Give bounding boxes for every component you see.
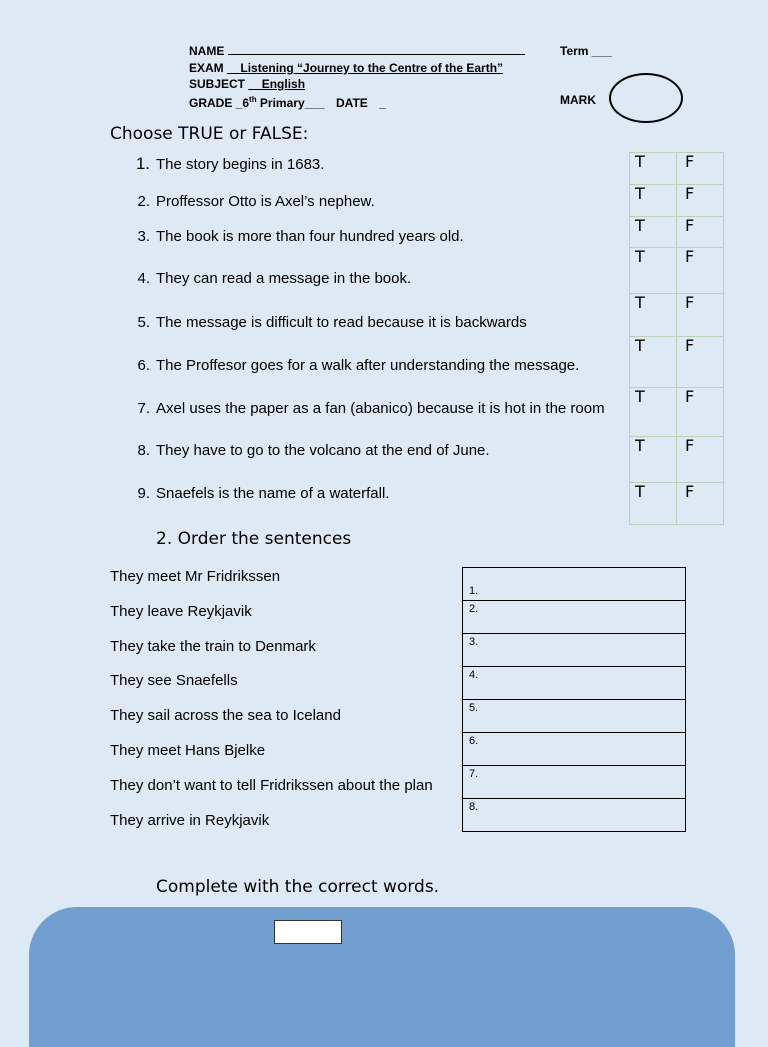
false-label: F bbox=[685, 293, 695, 312]
order-sentence: They meet Hans Bjelke bbox=[110, 742, 266, 759]
order-slot-number: 6. bbox=[469, 735, 479, 747]
question-text: The book is more than four hundred years old. bbox=[156, 228, 464, 245]
true-label: T bbox=[635, 482, 645, 501]
order-sentence: They leave Reykjavik bbox=[110, 602, 252, 620]
order-slot-number: 4. bbox=[469, 669, 479, 681]
true-option[interactable] bbox=[630, 217, 677, 248]
tf-row bbox=[630, 388, 724, 437]
true-label: T bbox=[635, 184, 645, 203]
subject-label: SUBJECT bbox=[189, 77, 246, 91]
subject-value: __English bbox=[248, 77, 306, 91]
question-number: 3. bbox=[137, 228, 150, 245]
false-label: F bbox=[685, 184, 695, 203]
date-value: _ bbox=[379, 96, 386, 110]
question-number: 4. bbox=[137, 270, 150, 287]
question-text: They can read a message in the book. bbox=[156, 270, 412, 287]
tf-row bbox=[630, 248, 724, 294]
grade-rest: Primary___ bbox=[256, 96, 325, 110]
order-sentence: They sail across the sea to Iceland bbox=[110, 707, 341, 725]
name-field bbox=[189, 43, 525, 59]
question-text: They have to go to the volcano at the end of June. bbox=[156, 442, 490, 459]
exam-label: EXAM bbox=[189, 61, 224, 75]
order-slot-2[interactable] bbox=[463, 600, 685, 633]
false-option[interactable] bbox=[677, 217, 724, 248]
order-slot-3[interactable] bbox=[463, 633, 685, 666]
false-option[interactable] bbox=[677, 294, 724, 337]
false-option[interactable] bbox=[677, 185, 724, 217]
mark-label: MARK bbox=[560, 93, 596, 107]
false-option[interactable] bbox=[677, 388, 724, 437]
section1-title: Choose TRUE or FALSE: bbox=[110, 124, 309, 144]
order-slot-4[interactable] bbox=[463, 666, 685, 699]
question-number: 5. bbox=[137, 314, 150, 331]
order-slot-6[interactable] bbox=[463, 732, 685, 765]
question-text: The Proffesor goes for a walk after understanding the message. bbox=[156, 357, 580, 374]
true-option[interactable] bbox=[630, 483, 677, 525]
true-false-table bbox=[629, 152, 724, 525]
false-label: F bbox=[685, 387, 695, 406]
false-label: F bbox=[685, 436, 695, 455]
false-label: F bbox=[685, 336, 695, 355]
question-number: 9. bbox=[137, 485, 150, 502]
tf-row bbox=[630, 437, 724, 483]
order-slot-number: 8. bbox=[469, 801, 479, 813]
false-label: F bbox=[685, 482, 695, 501]
true-label: T bbox=[635, 216, 645, 235]
order-slot-1[interactable] bbox=[463, 568, 685, 600]
order-slot-number: 2. bbox=[469, 603, 479, 615]
question-number: 6. bbox=[137, 357, 150, 374]
tf-row bbox=[630, 153, 724, 185]
false-option[interactable] bbox=[677, 437, 724, 483]
tf-row bbox=[630, 483, 724, 525]
question-number: 7. bbox=[137, 400, 150, 417]
word-box[interactable] bbox=[274, 920, 342, 944]
order-answer-box bbox=[462, 567, 686, 832]
subject-field bbox=[189, 76, 305, 92]
name-blank[interactable] bbox=[228, 43, 525, 55]
order-slot-5[interactable] bbox=[463, 699, 685, 732]
true-option[interactable] bbox=[630, 153, 677, 185]
grade-label: GRADE _6 bbox=[189, 96, 250, 110]
true-option[interactable] bbox=[630, 388, 677, 437]
false-option[interactable] bbox=[677, 483, 724, 525]
tf-row bbox=[630, 217, 724, 248]
false-option[interactable] bbox=[677, 337, 724, 388]
true-option[interactable] bbox=[630, 185, 677, 217]
order-slot-number: 1. bbox=[469, 585, 479, 597]
tf-row bbox=[630, 337, 724, 388]
true-label: T bbox=[635, 247, 645, 266]
question-text: Snaefels is the name of a waterfall. bbox=[156, 485, 390, 502]
true-label: T bbox=[635, 152, 645, 171]
true-label: T bbox=[635, 293, 645, 312]
question-text: The message is difficult to read because it is backwards bbox=[156, 314, 527, 331]
order-slot-number: 5. bbox=[469, 702, 479, 714]
false-label: F bbox=[685, 247, 695, 266]
exam-value: __Listening “Journey to the Centre of the Earth” bbox=[227, 61, 504, 75]
question-text: Axel uses the paper as a fan (abanico) because it is hot in the room bbox=[156, 400, 605, 417]
tf-row bbox=[630, 185, 724, 217]
true-option[interactable] bbox=[630, 437, 677, 483]
true-label: T bbox=[635, 336, 645, 355]
date-label: DATE bbox=[336, 96, 368, 110]
true-option[interactable] bbox=[630, 248, 677, 294]
false-option[interactable] bbox=[677, 248, 724, 294]
question-text: Proffessor Otto is Axel’s nephew. bbox=[156, 193, 375, 210]
order-slot-number: 7. bbox=[469, 768, 479, 780]
mark-circle bbox=[609, 73, 683, 123]
grade-sup: th bbox=[249, 95, 257, 104]
term-label: Term ___ bbox=[560, 44, 612, 58]
tf-row bbox=[630, 294, 724, 337]
order-sentence: They arrive in Reykjavik bbox=[110, 811, 270, 829]
question-number: 2. bbox=[137, 193, 150, 210]
order-slot-7[interactable] bbox=[463, 765, 685, 798]
false-option[interactable] bbox=[677, 153, 724, 185]
true-label: T bbox=[635, 387, 645, 406]
order-slot-number: 3. bbox=[469, 636, 479, 648]
true-option[interactable] bbox=[630, 294, 677, 337]
section2-title: 2. Order the sentences bbox=[156, 529, 352, 549]
order-sentence: They don’t want to tell Fridrikssen about the plan bbox=[110, 776, 433, 794]
name-label: NAME bbox=[189, 44, 225, 58]
order-sentence: They take the train to Denmark bbox=[110, 637, 316, 655]
true-option[interactable] bbox=[630, 337, 677, 388]
exam-field bbox=[189, 60, 503, 76]
false-label: F bbox=[685, 216, 695, 235]
section3-title: Complete with the correct words. bbox=[156, 877, 440, 897]
order-slot-8[interactable] bbox=[463, 798, 685, 831]
question-number: 8. bbox=[137, 442, 150, 459]
question-number: 1. bbox=[135, 154, 150, 173]
question-text: The story begins in 1683. bbox=[156, 156, 325, 173]
true-label: T bbox=[635, 436, 645, 455]
word-bank-panel bbox=[29, 907, 735, 1047]
false-label: F bbox=[685, 152, 695, 171]
order-sentence: They meet Mr Fridrikssen bbox=[110, 568, 281, 585]
grade-field bbox=[189, 92, 386, 111]
order-sentence: They see Snaefells bbox=[110, 672, 238, 690]
